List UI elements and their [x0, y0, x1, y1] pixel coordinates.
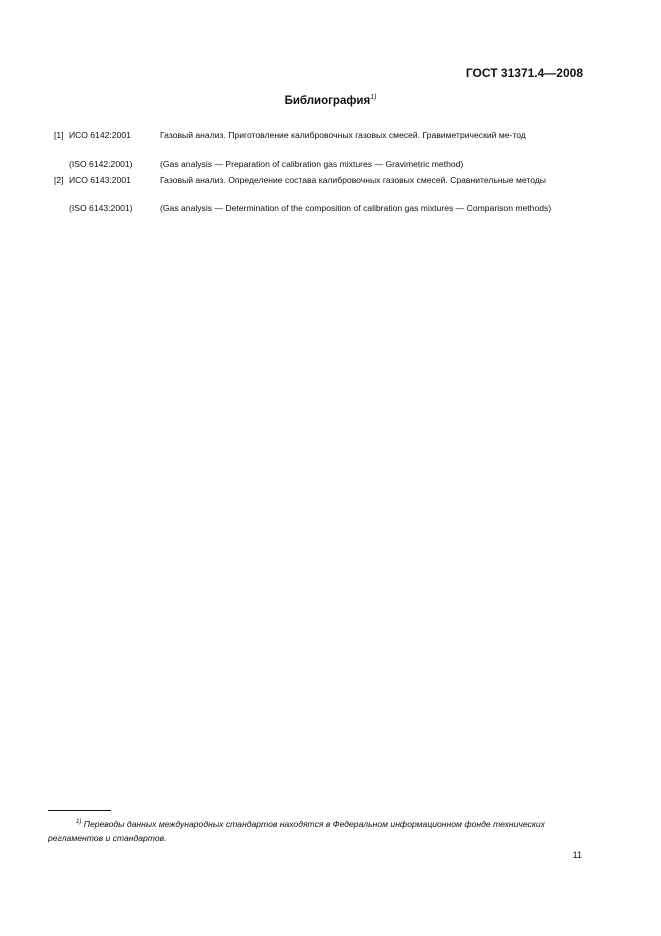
footnote-text: Переводы данных международных стандартов находятся в Федеральном информационном фонде технических регламентов и стандартов.: [48, 818, 545, 843]
document-code: ГОСТ 31371.4—2008: [465, 66, 583, 80]
reference-text-en: (Gas analysis — Determination of the composition of calibration gas mixtures — Comparison methods): [160, 203, 552, 213]
reference-text-en: (Gas analysis — Preparation of calibration gas mixtures — Gravimetric method): [160, 159, 464, 169]
footnote: [48, 815, 584, 845]
reference-number: [2]: [54, 175, 64, 185]
reference-text: Газовый анализ. Определение состава калибровочных газовых смесей. Сравнительные методы: [160, 175, 546, 185]
footnote-divider: [48, 810, 111, 811]
reference-code: ИСО 6142:2001: [69, 130, 131, 140]
reference-code-en: (ISO 6143:2001): [69, 203, 133, 213]
reference-text: Газовый анализ. Приготовление калибровочных газовых смесей. Гравиметрический ме-тод: [160, 130, 526, 140]
reference-code: ИСО 6143:2001: [69, 175, 131, 185]
reference-code-en: (ISO 6142:2001): [69, 159, 133, 169]
title-footnote-mark: 1): [370, 94, 377, 101]
page-title: [0, 94, 661, 107]
footnote-mark: 1): [76, 819, 82, 825]
page-number: 11: [572, 850, 582, 860]
reference-number: [1]: [54, 130, 64, 140]
title-text: Библиография: [284, 94, 371, 107]
